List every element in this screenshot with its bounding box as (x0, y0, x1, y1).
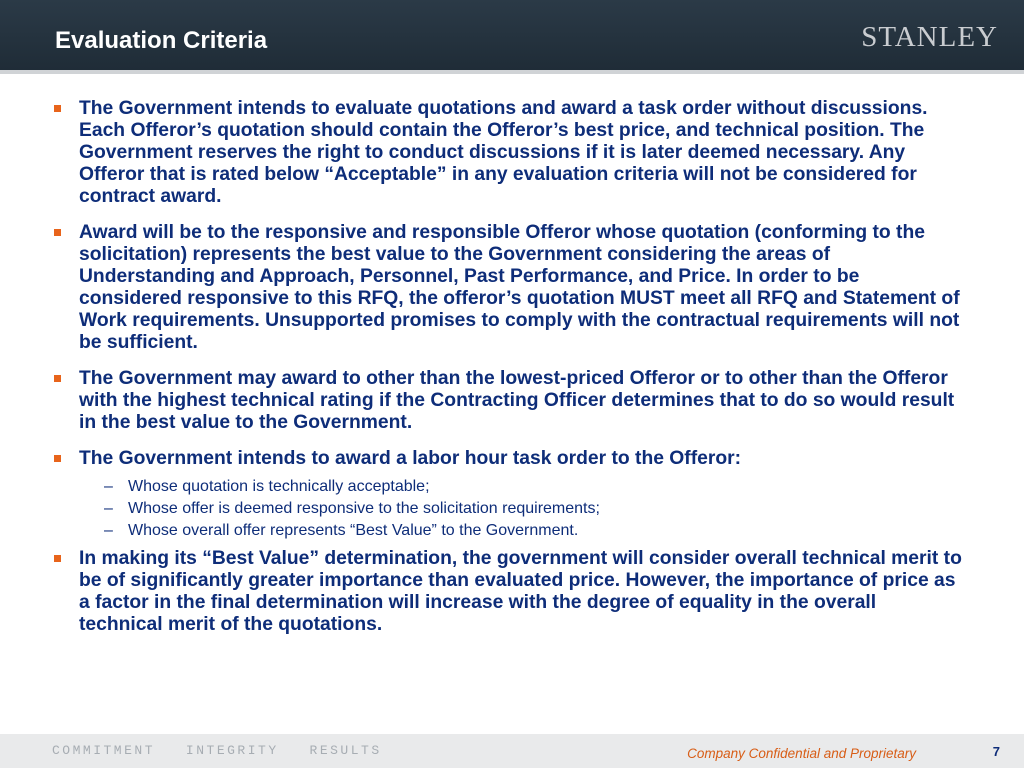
slide-footer (0, 734, 1024, 768)
page-number: 7 (992, 744, 1000, 759)
bullet-text: The Government may award to other than the lowest-priced Offeror or to other than the Offeror with the highest technical rating if the Contracting Officer determines that to do so would result in the best value to the Government. (79, 368, 955, 433)
sub-bullet-text: Whose overall offer represents “Best Value” to the Government. (128, 522, 579, 539)
bullet-item (54, 448, 964, 470)
square-bullet-icon (54, 375, 61, 382)
header-divider (0, 70, 1024, 74)
dash-bullet-icon: – (104, 478, 113, 495)
bullet-text: In making its “Best Value” determination, the government will consider overall technical merit to be of significantly greater importance than evaluated price. However, the importance of price as a factor in the final determination will increase with the degree of equality in the overall technical merit of the quotations. (79, 548, 962, 635)
bullet-item (54, 222, 964, 354)
square-bullet-icon (54, 229, 61, 236)
sub-bullet-list (54, 476, 964, 542)
stanley-logo: STANLEY (861, 21, 998, 53)
dash-bullet-icon: – (104, 500, 113, 517)
slide-title: Evaluation Criteria (55, 27, 268, 54)
bullet-item (54, 368, 964, 434)
sub-bullet-text: Whose quotation is technically acceptable; (128, 478, 430, 495)
sub-bullet-item (104, 520, 964, 542)
square-bullet-icon (54, 555, 61, 562)
sub-bullet-text: Whose offer is deemed responsive to the solicitation requirements; (128, 500, 600, 517)
confidential-notice: Company Confidential and Proprietary (687, 746, 916, 761)
bullet-text: The Government intends to award a labor hour task order to the Offeror: (79, 448, 742, 469)
bullet-text: Award will be to the responsive and responsible Offeror whose quotation (conforming to the solicitation) represents the best value to the Government considering the areas of Understanding and Approach, Personnel, Past Performance, and Price. In order to be considered responsive to this RFQ, the offeror’s quotation MUST meet all RFQ and Statement of Work requirements. Unsupported promises to comply with the contractual requirements will not be sufficient. (79, 222, 960, 353)
sub-bullet-item (104, 476, 964, 498)
bullet-text: The Government intends to evaluate quotations and award a task order without discussions. Each Offeror’s quotation should contain the Offeror’s best price, and technical position. The Government reserves the right to conduct discussions if it is later deemed necessary. Any Offeror that is rated below “Acceptable” in any evaluation criteria will not be considered for contract award. (79, 98, 928, 207)
slide-body (54, 98, 964, 650)
footer-tagline: COMMITMENT INTEGRITY RESULTS (52, 743, 382, 758)
square-bullet-icon (54, 105, 61, 112)
bullet-item (54, 548, 964, 636)
sub-bullet-item (104, 498, 964, 520)
bullet-item (54, 98, 964, 208)
slide-header (0, 0, 1024, 70)
dash-bullet-icon: – (104, 522, 113, 539)
square-bullet-icon (54, 455, 61, 462)
